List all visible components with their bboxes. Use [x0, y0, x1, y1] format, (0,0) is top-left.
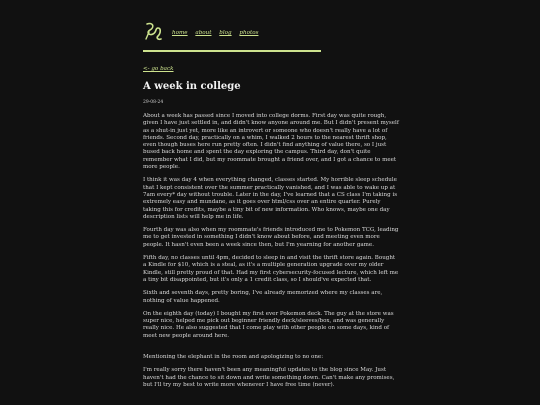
post-paragraph: Fourth day was also when my roommate's friends introduced me to Pokemon TCG, leading me to get invested in something I didn't know about before, and meeting even more people. It hasn't even been a week since then, but I'm yearning for another game. [143, 227, 399, 248]
post-paragraph: Sixth and seventh days, pretty boring, I've already memorized where my classes are, nothing of value happened. [143, 290, 383, 304]
nav-photos-link[interactable]: photos [239, 30, 259, 36]
post-paragraph: About a week has passed since I moved into college dorms. First day was quite rough, given I have just settled in, and didn't know anyone around me. But I didn't present myself as a shut-in just yet, more like an introvert or someone who doesn't really have a lot of friends. Second day, practically on a whim, I walked 2 hours to the nearest thrift shop, even though buses here run pretty often. I didn't find anything of value there, so I just bused back home and spent the day exploring the campus. Third day, don't quite remember what I did, but my roommate brought a friend over, and I got a chance to meet more people. [143, 113, 399, 171]
post-paragraph: On the eighth day (today) I bought my first ever Pokemon deck. The guy at the store was super nice, helped me pick out beginner friendly deck/sleeves/box, and was generally really nice. He also suggested that I come play with other people on some days, kind of meet new people around here. [143, 310, 394, 339]
post-paragraph: I think it was day 4 when everything changed, classes started. My horrible sleep schedule that I kept consistent over the summer practically vanished, and I was able to wake up at 7am every* day without trouble. Later in the day, I've learned that a CS class I'm taking is extremely easy and mundane, as it goes over html/css over an entire quarter. Purely taking this for credits, maybe a tiny bit of new information. Who knows, maybe one day description lists will help me in life. [143, 177, 398, 220]
nav-home-link[interactable]: home [172, 30, 188, 36]
main-nav [172, 30, 264, 36]
header-divider [143, 50, 321, 52]
nav-about-link[interactable]: about [195, 30, 212, 36]
site-logo-icon[interactable] [143, 21, 163, 41]
post-paragraph: I'm really sorry there haven't been any meaningful updates to the blog since May. Just haven't had the chance to sit down and write something down. Can't make any promises, but I'll try my best to write more whenever I have free time (never). [143, 367, 395, 388]
post-body [143, 113, 399, 395]
nav-blog-link[interactable]: blog [219, 30, 232, 36]
post-paragraph: Fifth day, no classes until 4pm, decided to sleep in and visit the thrift store again. Bought a Kindle for $10, which is a steal, as it's a multiple generation upgrade over my older Kindle, still pretty proud of that. Had my first cybersecurity-focused lecture, which left me a tiny bit disappointed, but it's only a 1 credit class, so I should've expected that. [143, 255, 399, 283]
content-column [143, 0, 399, 388]
go-back-link[interactable]: <- go back [143, 66, 174, 72]
post-title: A week in college [143, 81, 241, 92]
post-date: 29-08-24 [143, 100, 164, 105]
post-paragraph: Mentioning the elephant in the room and apologizing to no one: [143, 354, 324, 361]
site-header [143, 0, 399, 42]
